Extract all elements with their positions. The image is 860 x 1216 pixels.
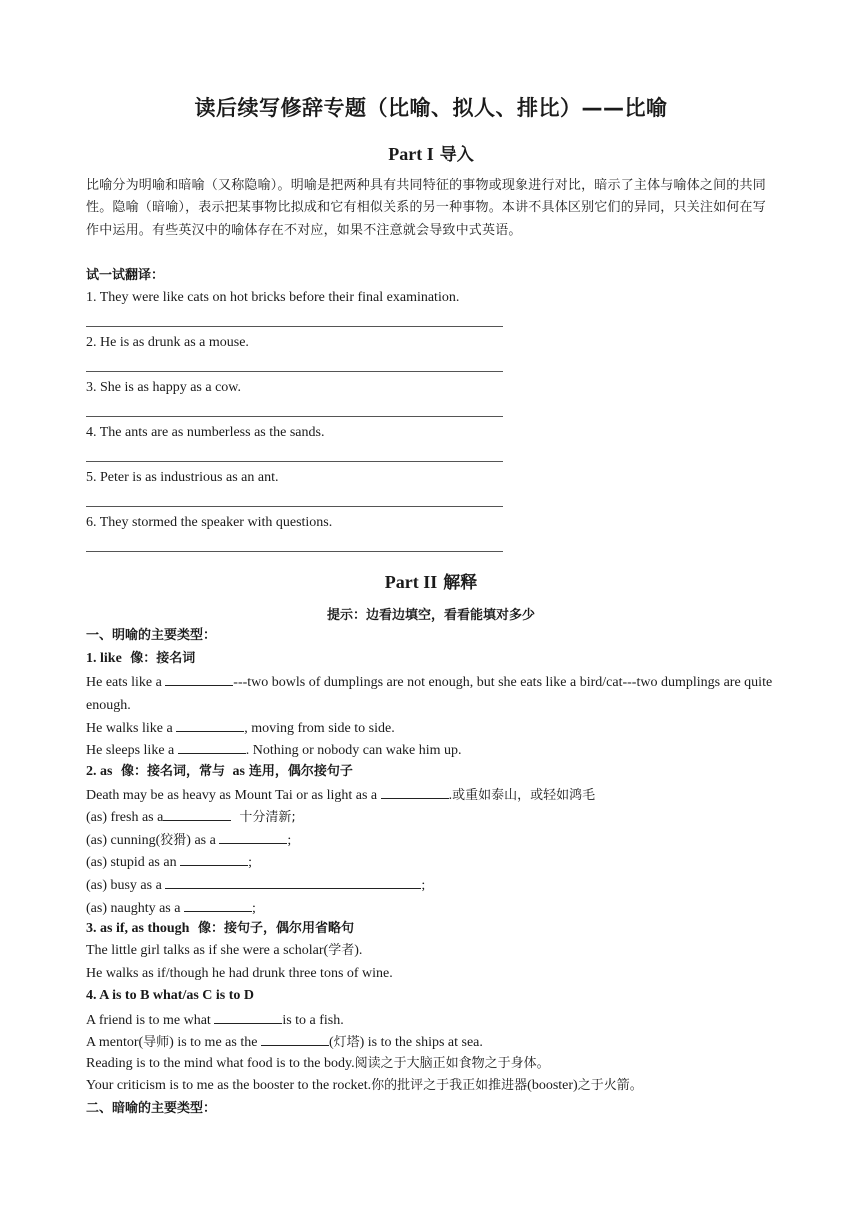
type4-example-2 <box>86 1031 483 1053</box>
fill-blank[interactable] <box>165 671 233 686</box>
type1-ex1-text-a: He eats like a <box>86 675 166 690</box>
part-two-label: Part II <box>384 572 438 592</box>
type4-ex2-text-cn1: 导师 <box>143 1035 170 1050</box>
type4-ex4-text-cn2: 之于火箭。 <box>577 1078 643 1093</box>
fill-blank[interactable] <box>165 874 421 889</box>
part-one-heading <box>86 140 776 165</box>
type4-ex1-text-b: is to a fish. <box>282 1013 344 1028</box>
exercise-6: 6. They stormed the speaker with questions. <box>86 515 333 530</box>
part-one-name: 导入 <box>439 145 474 165</box>
type2-example-naughty <box>86 897 256 919</box>
exercise-5: 5. Peter is as industrious as an ant. <box>86 470 279 485</box>
fill-blank[interactable] <box>261 1031 329 1046</box>
fill-blank[interactable] <box>176 717 244 732</box>
exercise-4: 4. The ants are as numberless as the sands. <box>86 425 325 440</box>
page-title: 读后续写修辞专题（比喻、拟人、排比）——比喻 <box>194 96 668 120</box>
type1-example-1 <box>86 671 776 717</box>
cunning-text-b: ) as a <box>186 833 220 848</box>
fill-blank[interactable] <box>180 851 248 866</box>
stupid-text-a: (as) stupid as an <box>86 855 181 870</box>
type2-example-stupid <box>86 851 252 873</box>
answer-line-5[interactable] <box>86 506 503 507</box>
answer-line-4[interactable] <box>86 461 503 462</box>
type1-ex3-text-a: He sleeps like a <box>86 743 178 758</box>
death-text-b: . <box>448 788 453 803</box>
type2-example-fresh <box>86 806 296 828</box>
type4-ex4-text-en: Your criticism is to me as the booster to the rocket. <box>86 1078 372 1093</box>
type1-ex3-text-b: . Nothing or nobody can wake him up. <box>245 743 462 758</box>
answer-line-6[interactable] <box>86 551 503 552</box>
type4-example-3 <box>86 1054 550 1074</box>
fill-blank[interactable] <box>178 739 246 754</box>
type2-heading-cn1: 像：接名词，常与 <box>120 764 225 779</box>
type4-ex4-text-mid: (booster) <box>527 1078 578 1093</box>
naughty-text-b: ; <box>251 901 256 916</box>
type4-ex2-text-cn2: 灯塔 <box>333 1035 360 1050</box>
type4-ex1-text-a: A friend is to me what <box>86 1013 215 1028</box>
fill-blank[interactable] <box>219 829 287 844</box>
type4-ex3-text-en: Reading is to the mind what food is to the body. <box>86 1056 355 1071</box>
fill-blank[interactable] <box>184 897 252 912</box>
tip-text: 提示：边看边填空，看看能填对多少 <box>326 608 535 623</box>
part-one-label: Part I <box>388 144 434 164</box>
fresh-text-a: (as) fresh as a <box>86 810 164 825</box>
type2-heading <box>86 762 353 782</box>
type2-heading-en: 2. as <box>86 764 113 779</box>
intro-paragraph: 比喻分为明喻和暗喻（又称隐喻）。明喻是把两种具有共同特征的事物或现象进行对比，暗示了主体与喻体之间的共同性。隐喻（暗喻），表示把某事物比拟成和它有相似关系的另一种事物。本讲不具体区别它们的异同，只关注如何在写作中运用。有些英汉中的喻体存在不对应，如果不注意就会导致中式英语。 <box>86 178 766 238</box>
cunning-text-cn: 狡猾 <box>160 833 187 848</box>
type1-example-3 <box>86 739 462 761</box>
part-two-heading <box>86 568 776 593</box>
type3-heading-cn: 像：接句子，偶尔用省略句 <box>197 921 354 936</box>
type1-heading <box>86 649 195 669</box>
fill-blank[interactable] <box>381 784 449 799</box>
type3-ex1-text-cn: 学者 <box>328 943 355 958</box>
type2-example-cunning <box>86 829 291 851</box>
exercise-2: 2. He is as drunk as a mouse. <box>86 335 249 350</box>
type4-ex3-text-cn: 阅读之于大脑正如食物之于身体。 <box>354 1056 550 1071</box>
type1-ex2-text-a: He walks like a <box>86 721 177 736</box>
death-text-cn: 或重如泰山，或轻如鸿毛 <box>452 788 596 803</box>
type4-ex2-text-b: ) is to me as the <box>169 1035 261 1050</box>
type3-heading-en: 3. as if, as though <box>86 921 190 936</box>
fresh-text-cn: 十分清新; <box>239 810 296 825</box>
metaphor-section-heading: 二、暗喻的主要类型： <box>86 1101 217 1116</box>
stupid-text-b: ; <box>248 855 252 870</box>
type4-ex2-text-c: ( <box>328 1035 334 1050</box>
type1-example-2 <box>86 717 395 739</box>
simile-section-heading: 一、明喻的主要类型： <box>86 628 217 643</box>
type3-example-2: He walks as if/though he had drunk three tons of wine. <box>86 966 393 981</box>
type4-example-1 <box>86 1009 344 1031</box>
exercise-3: 3. She is as happy as a cow. <box>86 380 242 395</box>
type3-ex1-text-b: ). <box>354 943 363 958</box>
type1-ex1-text-b: ---two bowls of dumplings are not enough, but she eats like a bird/cat---two dumplings are quite enough. <box>86 675 773 713</box>
type1-heading-en: 1. like <box>86 651 122 666</box>
type4-example-4 <box>86 1076 643 1096</box>
answer-line-1[interactable] <box>86 326 503 327</box>
type3-example-1 <box>86 941 362 961</box>
type3-ex1-text-a: The little girl talks as if she were a scholar( <box>86 943 329 958</box>
type2-heading-cn2: 连用，偶尔接句子 <box>248 764 353 779</box>
type4-ex4-text-cn1: 你的批评之于我正如推进器 <box>371 1078 528 1093</box>
type2-heading-as: as <box>232 764 245 779</box>
type1-ex2-text-b: , moving from side to side. <box>244 721 395 736</box>
part-two-name: 解释 <box>443 573 478 593</box>
type3-heading <box>86 919 354 939</box>
cunning-text-c: ; <box>287 833 292 848</box>
exercise-1: 1. They were like cats on hot bricks before their final examination. <box>86 290 460 305</box>
answer-line-2[interactable] <box>86 371 503 372</box>
death-text-a: Death may be as heavy as Mount Tai or as light as a <box>86 788 381 803</box>
type2-example-death <box>86 784 595 806</box>
answer-line-3[interactable] <box>86 416 503 417</box>
type4-heading: 4. A is to B what/as C is to D <box>86 988 255 1003</box>
try-translate-label: 试一试翻译： <box>86 268 165 283</box>
type1-heading-cn: 像：接名词 <box>130 651 196 666</box>
type4-ex2-text-d: ) is to the ships at sea. <box>359 1035 483 1050</box>
naughty-text-a: (as) naughty as a <box>86 901 184 916</box>
fill-blank[interactable] <box>214 1009 282 1024</box>
type4-ex2-text-a: A mentor( <box>86 1035 144 1050</box>
busy-text-b: ; <box>421 878 426 893</box>
busy-text-a: (as) busy as a <box>86 878 166 893</box>
cunning-text-a: (as) cunning( <box>86 833 161 848</box>
type2-example-busy <box>86 874 425 896</box>
fill-blank[interactable] <box>163 806 231 821</box>
